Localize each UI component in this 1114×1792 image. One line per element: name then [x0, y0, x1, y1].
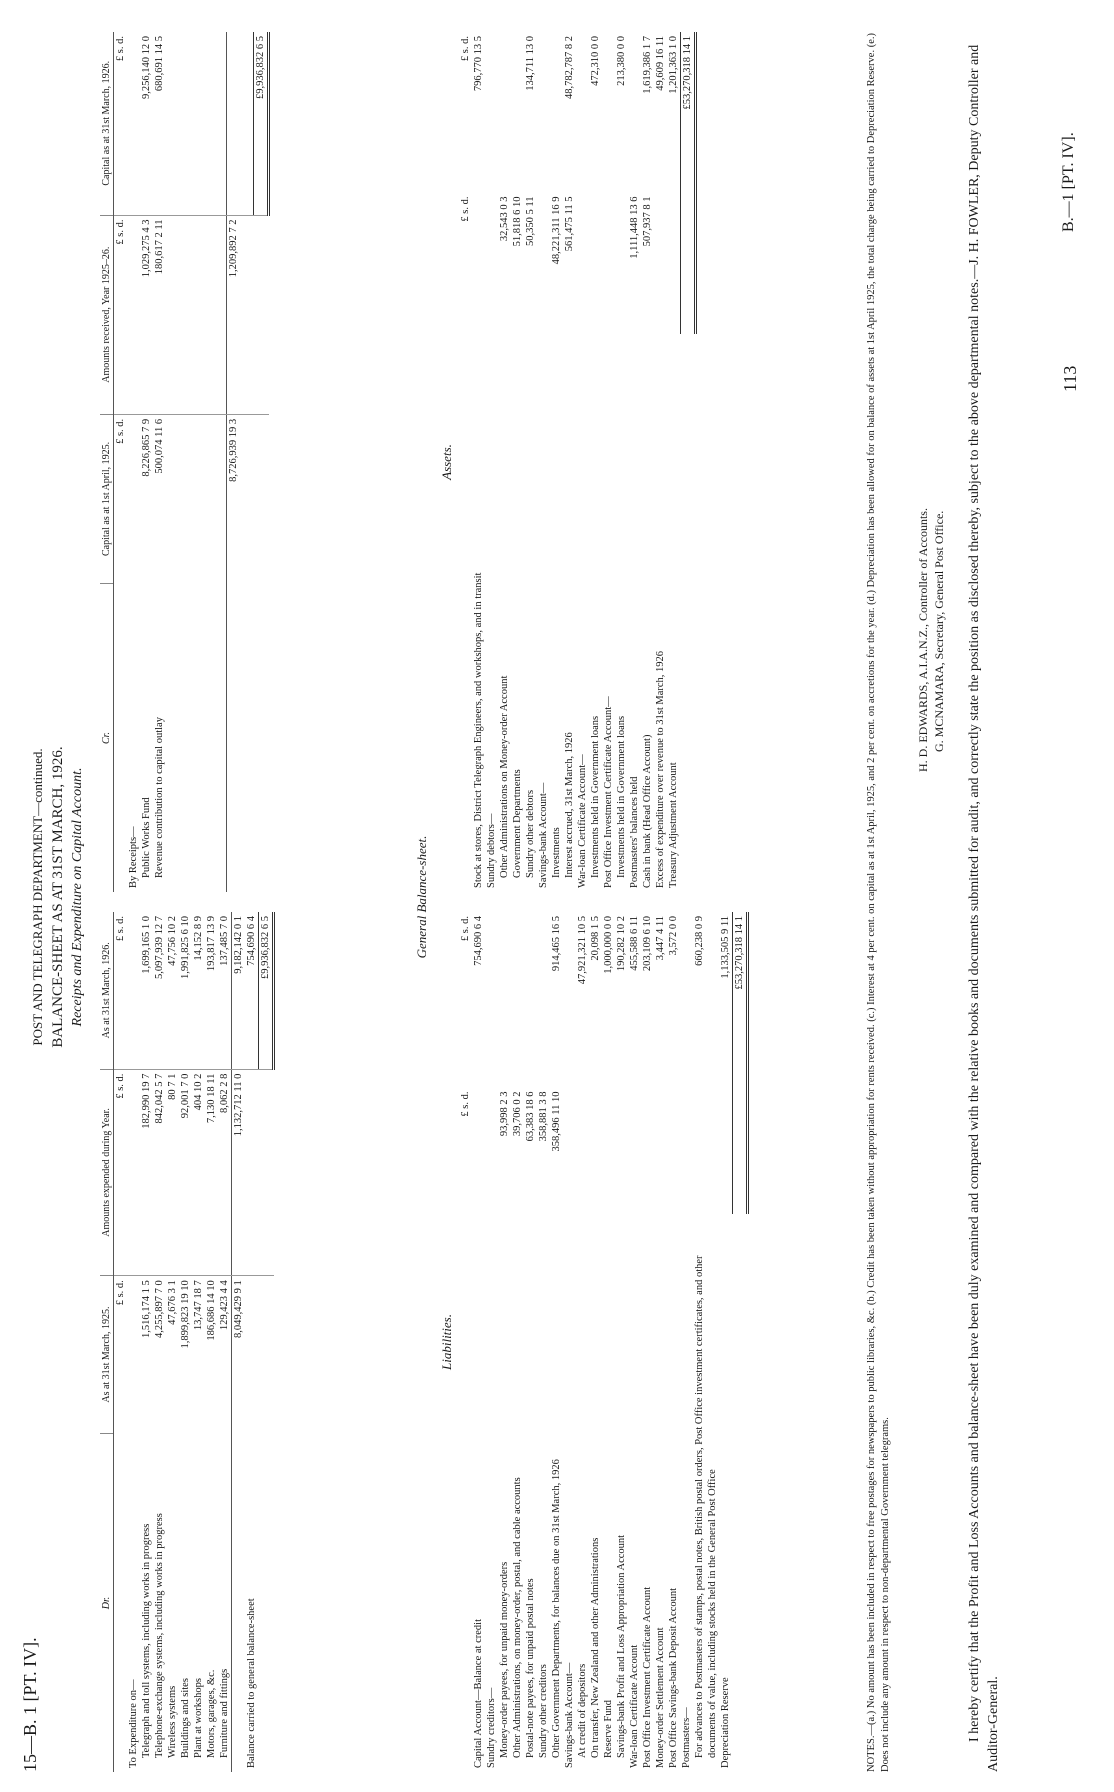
dr-header-2: Amounts expended during Year.: [100, 1069, 114, 1276]
outer-value: 213,380 0 0: [616, 36, 627, 86]
table-row: [628, 912, 641, 1772]
table-row: [511, 32, 524, 892]
inner-value: [472, 1088, 485, 1245]
lsd-marker: £ s. d.: [460, 196, 471, 222]
lsd-marker: £ s. d.: [114, 1069, 128, 1276]
inner-value: 93,998 2 3: [499, 1091, 510, 1137]
outer-value: [602, 32, 615, 193]
outer-value: 48,782,787 8 2: [564, 36, 575, 99]
row-label: Capital Account—Balance at credit: [473, 1619, 484, 1768]
cell-value: 14,152 8 9: [192, 912, 205, 1069]
cell-value: 8,226,865 7 9: [141, 418, 152, 477]
row-label: Treasury Adjustment Account: [668, 762, 679, 888]
signatories: [915, 508, 947, 772]
inner-value: [589, 193, 602, 365]
cell-value: 9,256,140 12 0: [140, 32, 153, 215]
table-row: [205, 912, 218, 1772]
outer-value: 1,201,363 1 0: [668, 36, 679, 94]
table-row: [589, 32, 602, 892]
subtotal-value: 9,182,142 0 1: [232, 912, 246, 1069]
cell-value: 842,042 5 7: [153, 1069, 166, 1276]
table-row: [511, 912, 524, 1772]
balance-sheet-title: BALANCE-SHEET AS AT 31ST MARCH, 1926.: [50, 746, 66, 1048]
table-row: [693, 912, 719, 1772]
table-row: [615, 912, 628, 1772]
row-label: Investments: [551, 827, 562, 878]
table-row: [589, 912, 602, 1772]
table-row: [166, 912, 179, 1772]
subtotal-value: 1,209,892 7 2: [226, 215, 240, 414]
row-label: Money-order payees, for unpaid money-orders: [499, 1561, 510, 1758]
inner-value: [641, 1088, 654, 1245]
table-row: [563, 912, 576, 1772]
inner-value: [667, 1088, 680, 1245]
cr-header-3: Capital as at 31st March, 1926.: [100, 32, 114, 215]
cell-value: 500,074 11 6: [154, 418, 165, 474]
page-tag: B.—1 [PT. IV].: [1060, 132, 1077, 232]
row-label: Money-order Settlement Account: [655, 1627, 666, 1768]
cell-value: 1,991,825 6 10: [179, 912, 192, 1069]
cell-value: 754,690 6 4: [245, 912, 259, 1069]
table-row: [140, 32, 153, 892]
total-row: [254, 32, 269, 892]
table-row: [245, 912, 259, 1772]
subtotal-value: 1,132,712 11 0: [232, 1069, 246, 1276]
subtotal-value: 8,049,429 9 1: [232, 1276, 246, 1434]
outer-value: [511, 912, 524, 1088]
notes: NOTES.—(a.) No amount has been included in respect to free postages for newspapers to public libraries, &c. (b.) Credit has been taken without appropriation for rents received. (c.) Interest at 4 per cent. on capital as at 1st April, 1925, and 2 per cent. on accretions for the year. (d.) Depreciation has been allowed for on balance of assets at 1st April 1925, the total charge being carried to Depreciation Reserve. (e.) Does not include any amount in respect to non-departmental Government telegrams.: [866, 33, 891, 1772]
table-row: [667, 912, 680, 1772]
general-balance-title: General Balance-sheet.: [414, 835, 429, 959]
table-row: [563, 32, 576, 892]
inner-value: [719, 1088, 732, 1245]
cell-value: 680,691 14 5: [153, 32, 166, 215]
liabilities-total: £53,270,318 14 1: [733, 912, 748, 1214]
row-label: Motors, garages, &c.: [206, 1669, 217, 1758]
grand-total: £9,936,832 6 5: [259, 912, 274, 1069]
row-label: Wireless systems: [167, 1685, 178, 1758]
outer-value: 1,133,505 9 11: [720, 916, 731, 979]
outer-value: 20,098 1 5: [590, 916, 601, 961]
table-row: [576, 912, 589, 1772]
signatory: G. MCNAMARA, Secretary, General Post Office.: [932, 510, 946, 752]
liabilities-title: Liabilities.: [439, 1314, 454, 1370]
inner-value: [628, 1088, 641, 1245]
outer-value: 754,690 6 4: [473, 916, 484, 966]
table-row: [550, 32, 563, 892]
cell-value: 7,130 18 11: [205, 1069, 218, 1276]
table-row: [615, 32, 628, 892]
row-label: Savings-bank Account—: [538, 782, 549, 888]
row-label: Other Administrations, on money-order, postal, and cable accounts: [512, 1477, 523, 1758]
row-label: By Receipts—: [128, 826, 139, 888]
row-label: Reserve Fund: [603, 1699, 614, 1758]
table-row: [524, 32, 537, 892]
table-row: [654, 32, 667, 892]
row-label: Sundry other debtors: [525, 789, 536, 878]
inner-value: [576, 1088, 589, 1245]
row-label: Postmasters' balances held: [629, 776, 640, 888]
row-label: Excess of expenditure over revenue to 31st March, 1926: [655, 650, 666, 888]
row-label: On transfer, New Zealand and other Administrations: [590, 1537, 601, 1758]
cell-value: 8,062 2 8: [218, 1069, 232, 1276]
row-label: Furniture and fittings: [219, 1668, 230, 1758]
assets-total: £53,270,318 14 1: [681, 32, 696, 334]
outer-value: [537, 32, 550, 193]
row-label: Postal-note payees, for unpaid postal notes: [525, 1578, 536, 1758]
table-row: [218, 912, 232, 1772]
cell-value: 13,747 18 7: [193, 1280, 204, 1331]
inner-value: 63,383 18 6: [525, 1091, 536, 1142]
cell-value: 92,001 7 0: [179, 1069, 192, 1276]
lsd-marker: £ s. d.: [114, 32, 128, 215]
outer-value: 455,588 6 11: [629, 916, 640, 971]
row-label: Depreciation Reserve: [720, 1677, 731, 1768]
cell-value: 1,899,823 19 10: [180, 1280, 191, 1349]
total-row: [259, 912, 274, 1772]
inner-value: [654, 1088, 667, 1245]
table-row: [537, 912, 550, 1772]
table-row: [524, 912, 537, 1772]
row-label: Other Administrations on Money-order Account: [499, 675, 510, 878]
cell-value: 404 10 2: [192, 1069, 205, 1276]
row-label: War-loan Certificate Account—: [577, 754, 588, 888]
outer-value: 1,619,386 1 7: [642, 36, 653, 94]
row-label: Balance carried to general balance-sheet: [246, 1598, 257, 1768]
row-label: Postmasters—: [681, 1707, 692, 1768]
subtotal-row: [226, 32, 240, 892]
inner-value: [654, 193, 667, 365]
outer-value: [680, 912, 693, 1088]
outer-value: [550, 32, 563, 193]
row-label: Investments held in Government loans: [590, 715, 601, 878]
bottom-reference: 15—B. 1 [PT. IV].: [20, 1637, 40, 1772]
table-row: [140, 912, 153, 1772]
table-row: [641, 912, 654, 1772]
total-row: [681, 32, 696, 892]
cell-value: 4,255,897 7 0: [154, 1280, 165, 1338]
cell-value: 47,756 10 2: [166, 912, 179, 1069]
inner-value: 48,221,311 16 9: [551, 196, 562, 265]
row-label: Investments held in Government loans: [616, 715, 627, 878]
row-label: Post Office Investment Certificate Account: [642, 1586, 653, 1768]
inner-value: [485, 1088, 498, 1245]
table-row: [576, 32, 589, 892]
cr-header-2: Amounts received, Year 1925–26.: [100, 215, 114, 414]
inner-value: 39,706 0 2: [512, 1091, 523, 1137]
row-label: War-loan Certificate Account: [629, 1644, 640, 1768]
grand-total: £9,936,832 6 5: [254, 32, 269, 215]
outer-value: [485, 912, 498, 1088]
table-row: [153, 912, 166, 1772]
table-row: [485, 912, 498, 1772]
outer-value: [524, 912, 537, 1088]
row-label: Buildings and sites: [180, 1678, 191, 1758]
cell-value: 186,686 14 10: [206, 1280, 217, 1341]
capital-dr-side: [100, 912, 275, 1772]
row-label: Public Works Fund: [141, 797, 152, 878]
assets-title: Assets.: [439, 444, 454, 480]
cell-value: 1,699,165 1 0: [140, 912, 153, 1069]
table-row: [719, 912, 732, 1772]
liabilities-section: [435, 912, 749, 1772]
inner-value: 32,543 0 3: [499, 196, 510, 242]
signatory: H. D. EDWARDS, A.I.A.N.Z., Controller of Accounts.: [916, 508, 930, 772]
inner-value: 507,937 8 1: [642, 196, 653, 247]
outer-value: [576, 32, 589, 193]
outer-value: 134,711 13 0: [525, 36, 536, 91]
inner-value: 561,475 11 5: [564, 196, 575, 252]
cr-label: Cr.: [100, 584, 114, 893]
table-row: [602, 32, 615, 892]
total-row: [733, 912, 748, 1772]
subtotal-row: [232, 912, 246, 1772]
row-label: Revenue contribution to capital outlay: [154, 717, 165, 878]
cell-value: 5,097,939 12 7: [153, 912, 166, 1069]
outer-value: [537, 912, 550, 1088]
row-label: Post Office Savings-bank Deposit Account: [668, 1587, 679, 1768]
receipts-title: Receipts and Expenditure on Capital Account.: [70, 767, 85, 1027]
cell-value: 47,676 3 1: [167, 1280, 178, 1325]
row-label: Stock at stores, District Telegraph Engineers, and workshops, and in transit: [473, 572, 484, 888]
row-label: Sundry other creditors: [538, 1664, 549, 1758]
audit-certificate: I hereby certify that the Profit and Loss Accounts and balance-sheet have been duly examined and compared with the relative books and documents submitted for audit, and correctly state the position as disclosed thereby, subject to the above departmental notes.—J. H. FOWLER, Deputy Controller and Auditor-General.: [967, 44, 1001, 1772]
table-row: [602, 912, 615, 1772]
cell-value: 129,423 4 4: [219, 1280, 230, 1331]
row-label: At credit of depositors: [577, 1663, 588, 1758]
lsd-marker: £ s. d.: [114, 912, 128, 1069]
table-row: [485, 32, 498, 892]
row-label: Cash in bank (Head Office Account): [642, 734, 653, 888]
table-row: [127, 32, 140, 892]
row-label: Telegraph and toll systems, including works in progress: [141, 1523, 152, 1758]
outer-value: [628, 32, 641, 193]
lsd-marker: £ s. d.: [115, 418, 126, 444]
row-label: Sundry creditors—: [486, 1687, 497, 1768]
table-row: [153, 32, 166, 892]
inner-value: [680, 1088, 693, 1245]
row-label: Savings-bank Account—: [564, 1662, 575, 1768]
inner-value: 358,496 11 10: [551, 1091, 562, 1152]
table-row: [537, 32, 550, 892]
dr-header-1: As at 31st March, 1925.: [100, 1276, 114, 1434]
table-row: [472, 32, 485, 892]
inner-value: 50,350 5 11: [525, 196, 536, 246]
outer-value: [511, 32, 524, 193]
inner-value: 358,881 3 8: [538, 1091, 549, 1142]
row-label: For advances to Postmasters of stamps, postal notes, British postal orders, Post Office investment certificates, and other documents of value, including stocks held in the General Post Office: [694, 1255, 718, 1758]
inner-value: [602, 193, 615, 365]
page-number: 113: [1060, 365, 1080, 392]
inner-value: [537, 193, 550, 365]
outer-value: 660,238 0 9: [694, 916, 705, 966]
outer-value: 796,770 13 5: [473, 36, 484, 92]
cr-header-1: Capital as at 1st April, 1925.: [100, 414, 114, 583]
outer-value: 472,310 0 0: [590, 36, 601, 86]
row-label: Interest accrued, 31st March, 1926: [564, 732, 575, 878]
row-label: Savings-bank Profit and Loss Appropriation Account: [616, 1534, 627, 1758]
cell-value: 1,516,174 1 5: [141, 1280, 152, 1338]
inner-value: [485, 193, 498, 365]
capital-cr-side: [100, 32, 270, 892]
inner-value: [563, 1088, 576, 1245]
cell-value: 137,485 7 0: [218, 912, 232, 1069]
assets-section: [435, 32, 697, 892]
table-row: [472, 912, 485, 1772]
outer-value: 3,447 4 11: [655, 916, 666, 961]
inner-value: [693, 1088, 719, 1245]
outer-value: 914,465 16 5: [551, 916, 562, 972]
table-row: [667, 32, 680, 892]
outer-value: [498, 912, 511, 1088]
lsd-marker: £ s. d.: [114, 215, 128, 414]
cell-value: 182,990 19 7: [140, 1069, 153, 1276]
row-label: Post Office Investment Certificate Account—: [603, 696, 614, 888]
table-row: [641, 32, 654, 892]
table-row: [498, 32, 511, 892]
outer-value: 3,572 0 0: [668, 916, 679, 956]
table-row: [654, 912, 667, 1772]
table-row: [127, 912, 140, 1772]
cell-value: 80 7 1: [166, 1069, 179, 1276]
cell-value: 1,029,275 4 3: [140, 215, 153, 414]
row-label: Government Departments: [512, 769, 523, 878]
department-title: POST AND TELEGRAPH DEPARTMENT—continued.: [30, 748, 45, 1046]
outer-value: 190,282 10 2: [616, 916, 627, 972]
row-label: Sundry debtors—: [486, 813, 497, 888]
row-label: Telephone-exchange systems, including works in progress: [154, 1513, 165, 1758]
inner-value: [576, 193, 589, 365]
table-row: [179, 912, 192, 1772]
inner-value: 1,111,448 13 6: [629, 196, 640, 259]
lsd-marker: £ s. d.: [460, 36, 471, 62]
inner-value: [667, 193, 680, 365]
dr-header-3: As at 31st March, 1926.: [100, 912, 114, 1069]
row-label: Other Government Departments, for balances due on 31st March, 1926: [551, 1459, 562, 1758]
table-row: [628, 32, 641, 892]
lsd-marker: £ s. d.: [115, 1280, 126, 1306]
table-row: [498, 912, 511, 1772]
inner-value: [472, 193, 485, 365]
outer-value: [498, 32, 511, 193]
dr-label: Dr.: [100, 1434, 114, 1773]
outer-value: 49,609 16 11: [655, 36, 666, 91]
table-row: [550, 912, 563, 1772]
row-label: Plant at workshops: [193, 1678, 204, 1758]
outer-value: 203,109 6 10: [642, 916, 653, 972]
inner-value: 51,818 6 10: [512, 196, 523, 247]
inner-value: [615, 1088, 628, 1245]
outer-value: [563, 912, 576, 1088]
lsd-marker: £ s. d.: [460, 916, 471, 942]
subtotal-value: 8,726,939 19 3: [226, 414, 240, 583]
table-row: [680, 912, 693, 1772]
inner-value: [615, 193, 628, 365]
outer-value: [485, 32, 498, 193]
row-label: To Expenditure on—: [128, 1679, 139, 1768]
cell-value: 180,617 2 11: [153, 215, 166, 414]
inner-value: [602, 1088, 615, 1245]
cell-value: 193,817 13 9: [205, 912, 218, 1069]
inner-value: [589, 1088, 602, 1245]
lsd-marker: £ s. d.: [460, 1091, 471, 1117]
outer-value: 47,921,321 10 5: [577, 916, 588, 985]
content-area: [20, 22, 1070, 1772]
table-row: [192, 912, 205, 1772]
outer-value: 1,000,000 0 0: [603, 916, 614, 974]
